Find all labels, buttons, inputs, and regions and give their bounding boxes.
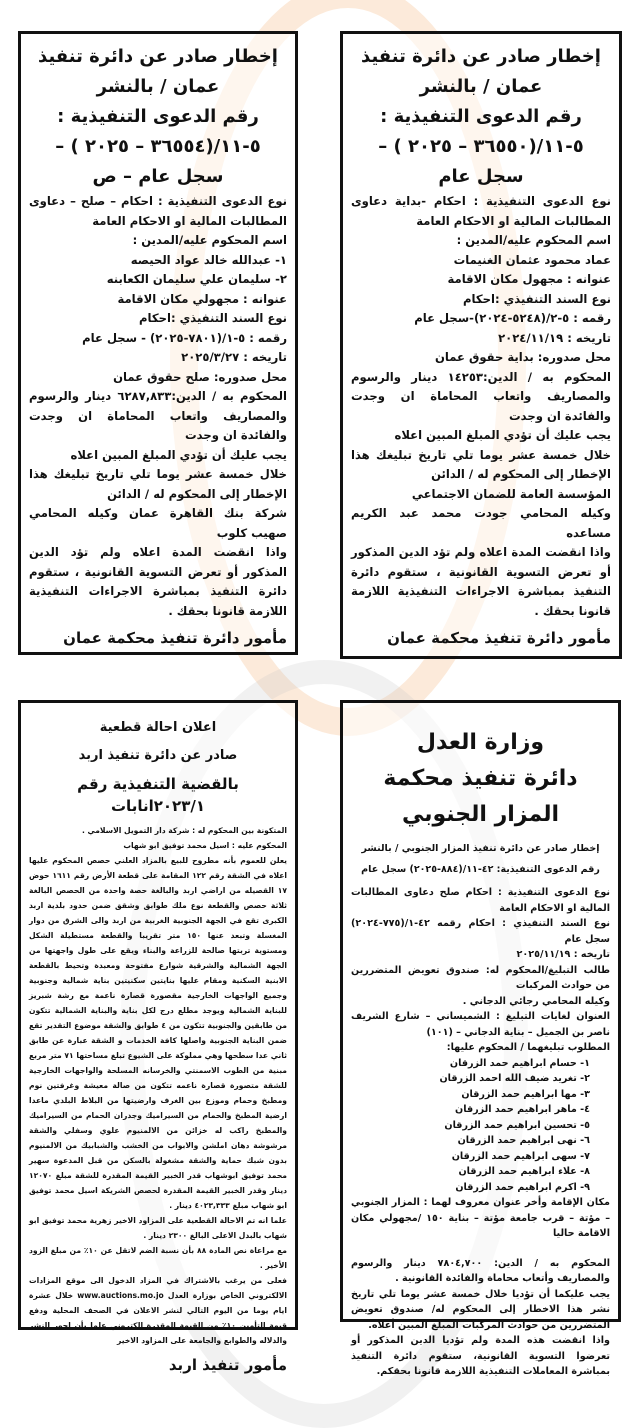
creditor-lawyer: وكيله المحامي جودت محمد عبد الكريم مساعده <box>351 506 611 540</box>
defendant-item: ٥- تحسين ابراهيم حمد الزرقان <box>444 1119 590 1131</box>
case-number: رقم الدعوى التنفيذية: ٤٢-١١/(٨٨٤-٢٠٢٥) سجل عام <box>361 864 600 875</box>
instrument-number: رقمه : ٥-٢/(٥٢٤٨-٢٠٢٤)-سجل عام <box>414 311 611 325</box>
defendant-item: ٧- سهى ابراهيم حمد الزرقان <box>451 1150 590 1162</box>
notice-title: اعلان احالة قطعية <box>99 720 217 735</box>
notice-title-line: رقم الدعوى التنفيذية : <box>380 106 582 127</box>
creditor-name: المتكونة بين المحكوم له : شركة دار التمويل الاسلامي . <box>82 826 287 835</box>
defendant-item: ٢- تغريد ضيف الله احمد الزرقان <box>439 1073 590 1084</box>
notice-title-line: عمان / بالنشر <box>96 76 220 97</box>
defendant-item: ٣- مها ابراهيم حمد الزرقان <box>461 1088 590 1100</box>
instrument-number: رقمه : ٥-١/(٧٨٠١-٢٠٢٥) - سجل عام <box>82 330 287 345</box>
notice-issuer: صادر عن دائرة تنفيذ اربد <box>78 748 238 763</box>
case-type: نوع الدعوى التنفيذية : احكام – صلح – دعاوى المطالبات المالية او الاحكام العامة <box>29 194 287 228</box>
debt-amount: المحكوم به / الدين: ٧٨٠٤,٧٠٠ دينار والرسوم والمصاريف وأتعاب محاماة والفائدة القانونية . <box>351 1257 610 1284</box>
debt-amount: المحكوم به / الدين:٦٢٨٧,٨٣٣ دينار والرسوم والمصاريف واتعاب المحاماة ان وجدت والفائدة ان وجدت <box>29 389 287 442</box>
debtor-name: ٢- سليمان علي سليمان الكعابنه <box>106 272 287 286</box>
debt-amount: المحكوم به / الدين:١٤٢٥٣ دينار والرسوم والمصاريف واتعاب المحاماة ان وجدت والفائدة ان وجدت <box>351 369 611 423</box>
article-88-note: مع مراعاة نص المادة ٨٨ بأن نسبة الضم لاتقل عن ١٠٪ من مبلغ الزود الأخير . <box>29 1246 287 1270</box>
creditor-name: شركة بنك القاهرة عمان وكيله المحامي صهيب كلوب <box>29 506 287 540</box>
defendants-label: المطلوب تبليغهما / المحكوم عليها: <box>446 1042 610 1053</box>
warning-text: واذا انقضت المدة اعلاه ولم تؤد الدين المذكور أو تعرض التسوية القانونية ، ستقوم دائرة التنفيذ بمباشرة الاجراءات التنفيذية اللازمة قانونا بحقك . <box>351 545 611 618</box>
instrument-date: تاريخه : ٢٠٢٥/١١/١٩ <box>516 949 610 960</box>
case-type: نوع الدعوى التنفيذية : احكام صلح دعاوى المطالبات المالية او الاحكام العامة <box>351 887 610 914</box>
notice-irbid-auction <box>18 700 298 1374</box>
department-title: دائرة تنفيذ محكمة <box>383 766 578 791</box>
debtor-name: ١- عبدالله خالد عواد الحيصه <box>130 252 287 267</box>
ministry-title: وزارة العدل <box>416 730 545 755</box>
notice-mazar-janoubi <box>340 700 621 1377</box>
notification-address: العنوان لغايات التبليغ : الشميساني – شارع الشريف ناصر بن الجميل – بناية الدجاني – (١٠١) <box>351 1011 610 1038</box>
spacer <box>351 1242 610 1256</box>
defendant-item: ٤- ماهر ابراهيم حمد الزرقان <box>455 1104 590 1115</box>
instrument-date: تاريخه : ٢٠٢٥/٣/٢٧ <box>181 350 287 364</box>
warning-text: واذا انقضت هذه المدة ولم تؤديا الدين المذكور أو تعرضوا التسوية القانونية، ستقوم دائرة التنفيذ بمباشرة المعاملات التنفيذية اللازمة قانونا بحقكم. <box>351 1335 610 1377</box>
notice-title-line: سجل عام – ص <box>92 166 224 187</box>
instrument-type: نوع السند التنفيذي : احكام رقمه ٤٢-١/(٧٧٥-٢٠٢٤) سجل عام <box>351 918 610 945</box>
instrument-type: نوع السند التنفيذي :احكام <box>463 291 611 306</box>
notice-amman-36554 <box>18 31 298 655</box>
defendant-item: ٦- نهى ابراهيم حمد الزرقان <box>457 1135 590 1146</box>
issuing-court: محل صدوره: بداية حقوق عمان <box>435 350 611 364</box>
debtor-label: اسم المحكوم عليه/المدين : <box>132 233 287 247</box>
debtor-address: عنوانه : مجهول مكان الاقامة <box>447 272 611 286</box>
notice-title-line: رقم الدعوى التنفيذية : <box>57 106 259 127</box>
notice-title-line: إخطار صادر عن دائرة تنفيذ <box>361 46 601 67</box>
payment-demand: يجب عليك أن تؤدي المبلغ المبين اعلاه <box>394 428 611 442</box>
notice-amman-36550 <box>340 31 622 659</box>
case-number: ٥-١١/(٣٦٥٥٠ – ٢٠٢٥ ) – <box>378 136 584 157</box>
final-award: علما انه تم الاحالة القطعية على المزاود الاخير زهرية محمد توفيق ابو شهاب بالبدل الاعلى البالغ ٢٣٠٠ دينار . <box>29 1216 287 1240</box>
case-type: نوع الدعوى التنفيذية : احكام -بداية دعاوى المطالبات المالية او الاحكام العامة <box>351 194 611 228</box>
defendant-item: ١- حسام ابراهيم حمد الزرقان <box>449 1057 590 1069</box>
signature: مأمور دائرة تنفيذ محكمة عمان <box>63 629 287 647</box>
signature: مأمور تنفيذ اربد <box>168 1356 287 1374</box>
debtor-address: عنوانه : مجهولي مكان الاقامة <box>117 291 287 306</box>
signature: مأمور دائرة تنفيذ محكمة عمان <box>387 629 611 647</box>
defendant-item: ٨- علاء ابراهيم حمد الزرقان <box>458 1166 590 1177</box>
creditor-name: طالب التبليغ/المحكوم له: صندوق تعويض المتضررين من حوادث المركبات <box>351 964 610 991</box>
issuing-court: محل صدوره: صلح حقوق عمان <box>113 369 287 384</box>
payment-demand: يجب عليك أن تؤدي المبلغ المبين اعلاه <box>70 447 287 462</box>
department-title: المزار الجنوبي <box>401 802 560 827</box>
payment-period: خلال خمسة عشر يوما تلي تاريخ تبليغك هذا الإخطار إلى المحكوم له / الدائن <box>351 447 611 481</box>
instrument-type: نوع السند التنفيذي :احكام <box>139 311 287 325</box>
defendants-address: مكان الإقامة وأخر عنوان معروف لهما : المزار الجنوبي – مؤتة – قرب جامعة مؤتة – بناية ١٥٠ /مجهولي مكان الاقامة حاليا <box>351 1197 610 1239</box>
notice-subtitle: إخطار صادر عن دائرة تنفيذ المزار الجنوبي / بالنشر <box>361 843 600 854</box>
debtor-label: اسم المحكوم عليه/المدين : <box>456 233 611 247</box>
property-description: يعلن للعموم بأنه مطروح للبيع بالمزاد العلني حصص المحكوم عليها اعلاه في الشقة رقم ١٢٢ المقامة على قطعة الأرض رقم ١٦١١ حوض ١٧ القصيله من اراضي اربد والبالغة حصة واحدة من الحصص البالغة ثلاثة حصص والقطعة نوع ملك طوابق وشقق ضمن حدود بلدية اربد الكبرى تقع في الجهة الجنوبية الغربية من اربد والى الشرق من دوار المغسلة وتبعد عنها ١٥٠ متر تقريبا والقطعة مستطيلة الشكل ومستوية تربتها صالحة للزراعة والبناء ويقع على طول واجهتها من الجهة الشمالية والشرقية شوارع مفتوحة ومعبدة وتحيط بالقطعة الابنية السكنية ومقام عليها بنايتين سكنيتين بناية شمالية وجنوبية وجميع الواجهات الخارجية مقصورة قصارة ناعمة مع رشة شبريز للبناية الشمالية ويوجد مطلع درج لكل بناية والبناية الشمالية تتكون من طابقين والجنوبية تتكون من ٤ طوابق والشقة موضوع التقدير تقع ضمن البناية الجنوبية واصلها كافة الخدمات و الشقة عبارة عن طابق ثاني عدا سطحها وهي مملوكة على الشيوع تبلغ مساحتها ٧١ متر مربع مبنية من الطوب الاسمنتي والخرسانه المسلحة والواجهات الخارجية للشقة متصورة قصارة ناعمه تتكون من صالة معيشة وغرفتين نوم ومطبخ وحمام وموزع بين الغرف وارضيتها من البلاط البلدي ماعدا ارضية المطبخ والحمام من السيراميك وجدران الحمام من السيراميك والمطبخ راكب له خزائن من الالمنيوم علوي وسفلي والشقة مرشوشة دهان املشن والابواب من الخشب والشبابيك من الالمنيوم بدون شبك حماية والشقة مشغولة بالسكن من قبل المدعوة سهير محمد توفيق ابوشهاب قدر الخبير القيمة المقدرة للشقة مبلغ ١٢٠٧٠ دينار وقدر الخبير القيمة المقدرة لحصص الشريكة اسيل محمد توفيق ابو شهاب مبلغ ٤٠٢٣,٣٣٣ دينار . <box>29 856 288 1210</box>
participation-instructions: فعلى من يرغب بالاشتراك في المزاد الدخول الى موقع المزادات الالكتروني الخاص بوزارة العدل www.auctions.mo.jo خلال عشرة ايام يوما من اليوم التالي لنشر الاعلان في الصحف المحلية ودفع قيمة التأمين ١٠٪ من القيمة المقدرة الكتروني علما بأن اجور النشر والدلاله والطوابع والجامعة على المزاود الاخير <box>29 1276 287 1345</box>
debtor-name: المحكوم عليه : اسيل محمد توفيق ابو شهاب <box>123 841 287 850</box>
debtor-name: عماد محمود عثمان الغنيمات <box>453 252 611 267</box>
notice-title-line: سجل عام <box>438 166 524 187</box>
warning-text: واذا انقضت المدة اعلاه ولم تؤد الدين المذكور أو تعرض التسوية القانونية ، ستقوم دائرة التنفيذ بمباشرة الاجراءات التنفيذية اللازمة قانونا بحقك . <box>29 545 287 618</box>
defendant-item: ٩- اكرم ابراهيم حمد الزرقان <box>455 1181 590 1193</box>
creditor-name: المؤسسة العامة للضمان الاجتماعي <box>411 486 611 501</box>
instrument-date: تاريخه : ٢٠٢٤/١١/١٩ <box>498 330 611 345</box>
case-number: ٥-١١/(٣٦٥٥٤ – ٢٠٢٥ ) – <box>55 136 261 157</box>
case-number: بالقضية التنفيذية رقم ٢٠٢٣/١انابات <box>77 775 239 815</box>
creditor-lawyer: وكيله المحامي رجائي الدجاني . <box>462 995 610 1007</box>
notice-title-line: إخطار صادر عن دائرة تنفيذ <box>38 46 278 67</box>
payment-period: خلال خمسة عشر يوما تلي تاريخ تبليغك هذا الإخطار إلى المحكوم له / الدائن <box>29 467 287 501</box>
payment-demand: يجب عليكما أن تؤديا خلال خمسة عشر يوما تلي تاريخ نشر هذا الاخطار إلى المحكوم له/ صندوق تعويض المتضررين من حوادث المركبات المبلغ المبين أعلاه. <box>351 1288 610 1331</box>
notice-title-line: عمان / بالنشر <box>419 76 543 97</box>
